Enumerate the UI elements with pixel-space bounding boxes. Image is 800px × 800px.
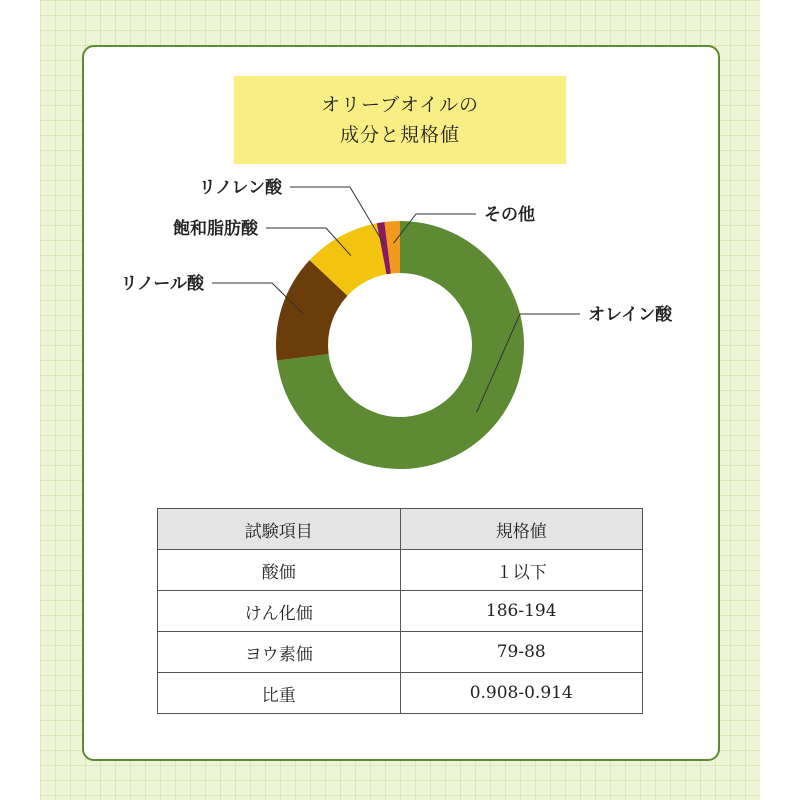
cell-item: けん化価 [158,591,401,632]
slice-label: リノレン酸 [198,178,282,198]
cell-value: 79-88 [400,632,643,673]
cell-item: 比重 [158,673,401,714]
slice-label: 飽和脂肪酸 [173,219,258,239]
spec-table [157,508,643,714]
cell-item: ヨウ素価 [158,632,401,673]
header-test-item: 試験項目 [158,509,401,550]
slice-label: その他 [484,205,535,225]
table-row [158,673,643,714]
chart-title-line-2: 成分と規格値 [339,124,460,146]
table-header-row [158,509,643,550]
slice-label: リノール酸 [120,274,204,294]
cell-value: 186-194 [400,591,643,632]
table-row [158,591,643,632]
header-spec-value: 規格値 [400,509,643,550]
table-row [158,632,643,673]
cell-value: 0.908-0.914 [400,673,643,714]
cell-item: 酸価 [158,550,401,591]
table-row [158,550,643,591]
cell-value: １以下 [400,550,643,591]
slice-label: オレイン酸 [588,305,673,325]
chart-title-line-1: オリーブオイルの [321,94,479,116]
